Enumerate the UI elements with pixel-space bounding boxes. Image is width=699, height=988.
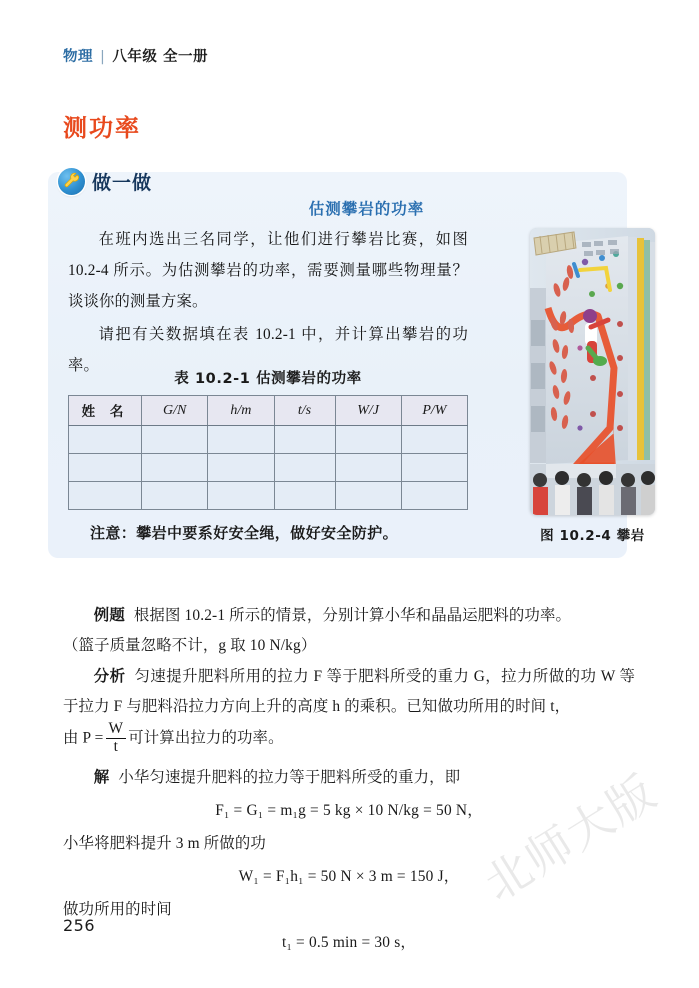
cell-force[interactable] (142, 426, 208, 454)
example-text: 根据图 10.2-1 所示的情景，分别计算小华和晶晶运肥料的功率。 (133, 607, 572, 624)
measurement-table (68, 395, 468, 510)
table-header-height: h/m (208, 396, 274, 426)
figure-caption: 图 10.2-4 攀岩 (540, 528, 645, 544)
page-number: 256 (63, 916, 96, 935)
analysis-text-1: 匀速提升肥料所用的拉力 F 等于肥料所受的重力 G，拉力所做的功 W 等于拉力 F 与肥料沿拉力方向上升的高度 h 的乘积。已知做功所用的时间 t， (63, 668, 635, 715)
safety-note: 注意：攀岩中要系好安全绳，做好安全防护。 (90, 524, 399, 542)
running-head-subject: 物理 (63, 49, 93, 65)
table-row[interactable] (69, 426, 468, 454)
fraction-denominator: t (113, 737, 119, 755)
activity-panel (48, 171, 645, 558)
cell-name[interactable] (69, 454, 142, 482)
publisher-watermark: 北师大版 (474, 763, 667, 912)
fraction-numerator: W (106, 721, 127, 739)
data-table-block (68, 367, 468, 510)
solution-paragraph (63, 762, 635, 793)
cell-name[interactable] (69, 426, 142, 454)
activity-badge (58, 166, 152, 196)
cell-height[interactable] (208, 426, 274, 454)
cell-height[interactable] (208, 482, 274, 510)
cell-work[interactable] (335, 482, 401, 510)
solution-lead: 解 (93, 768, 110, 787)
cell-power[interactable] (401, 482, 467, 510)
table-row[interactable] (69, 454, 468, 482)
cell-work[interactable] (335, 454, 401, 482)
table-header-force: G/N (142, 396, 208, 426)
cell-work[interactable] (335, 426, 401, 454)
running-head (63, 45, 208, 66)
analysis-text-2-prefix: 由 P = (63, 729, 104, 747)
analysis-paragraph (63, 661, 635, 722)
solution-line-3: 做功所用的时间 (63, 901, 172, 919)
cell-height[interactable] (208, 454, 274, 482)
example-lead: 例题 (93, 606, 125, 624)
cell-time[interactable] (274, 454, 335, 482)
example-condition: （篮子质量忽略不计，g 取 10 N/kg） (63, 637, 317, 654)
table-header-name: 姓 名 (69, 396, 142, 426)
cell-power[interactable] (401, 426, 467, 454)
table-header-time: t/s (274, 396, 335, 426)
activity-subtitle: 估测攀岩的功率 (308, 200, 425, 218)
figure-block (530, 228, 655, 544)
solution-line-1: 小华匀速提升肥料的拉力等于肥料所受的重力，即 (118, 769, 461, 787)
table-header-row (69, 396, 468, 426)
activity-paragraph-1: 在班内选出三名同学，让他们进行攀岩比赛，如图 10.2-4 所示。为估测攀岩的功率，需要测量哪些物理量？谈谈你的测量方案。 (68, 231, 468, 310)
example-paragraph (63, 600, 635, 631)
analysis-lead: 分析 (93, 667, 126, 685)
analysis-text-2-suffix: 可计算出拉力的功率。 (128, 729, 284, 747)
solution-equation-3: t₁ = 0.5 min = 30 s， (281, 934, 417, 952)
wrench-icon (58, 168, 85, 195)
analysis-formula-line (63, 722, 635, 756)
cell-time[interactable] (274, 482, 335, 510)
running-head-grade: 八年级 全一册 (112, 49, 208, 65)
power-fraction (106, 721, 127, 755)
solution-equation-2: W₁ = F₁h₁ = 50 N × 3 m = 150 J， (238, 868, 460, 886)
cell-force[interactable] (142, 454, 208, 482)
climbing-wall-photo (530, 228, 655, 515)
activity-badge-label: 做一做 (92, 171, 153, 194)
solution-equation-1: F₁ = G₁ = m₁g = 5 kg × 10 N/kg = 50 N， (215, 802, 483, 820)
table-header-work: W/J (335, 396, 401, 426)
cell-power[interactable] (401, 454, 467, 482)
cell-name[interactable] (69, 482, 142, 510)
section-title: 测功率 (63, 114, 141, 142)
running-head-separator: | (100, 49, 106, 65)
table-caption: 表 10.2-1 估测攀岩的功率 (174, 371, 362, 387)
table-row[interactable] (69, 482, 468, 510)
example-section (63, 600, 635, 961)
table-header-power: P/W (401, 396, 467, 426)
cell-force[interactable] (142, 482, 208, 510)
solution-line-2: 小华将肥料提升 3 m 所做的功 (63, 835, 266, 853)
activity-paragraph-2: 请把有关数据填在表 10.2-1 中，并计算出攀岩的功率。 (68, 326, 468, 374)
activity-body (68, 224, 468, 381)
cell-time[interactable] (274, 426, 335, 454)
